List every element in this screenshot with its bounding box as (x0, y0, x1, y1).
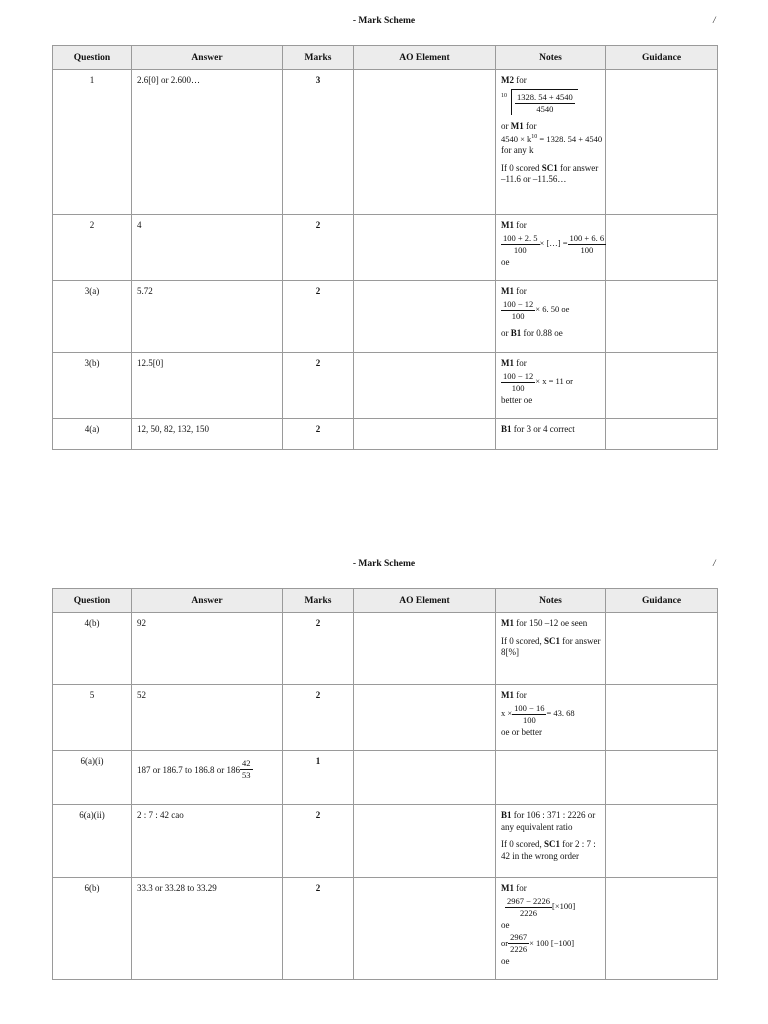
mark-scheme-table (52, 45, 718, 450)
question-cell: 4(b) (53, 613, 132, 685)
ao-element-cell (354, 751, 496, 805)
column-header-guidance: Guidance (606, 589, 718, 613)
column-header-notes: Notes (496, 46, 606, 70)
table-header-row (53, 46, 718, 70)
marks-cell: 2 (283, 281, 354, 353)
notes-cell (496, 751, 606, 805)
column-header-marks: Marks (283, 589, 354, 613)
answer-cell: 2 : 7 : 42 cao (132, 805, 283, 878)
ao-element-cell (354, 215, 496, 281)
tenth-root-expression: 10 $\frac{1328. 54 + 4540}{4540}$ (501, 89, 578, 115)
notes-cell: B1 for 3 or 4 correct (496, 419, 606, 450)
table-row (53, 353, 718, 419)
ao-element-cell (354, 70, 496, 215)
question-cell: 3(a) (53, 281, 132, 353)
column-header-ao-element: AO Element (354, 589, 496, 613)
ao-element-cell (354, 878, 496, 980)
table-row (53, 613, 718, 685)
ao-element-cell (354, 805, 496, 878)
guidance-cell (606, 281, 718, 353)
mark-scheme-table (52, 588, 718, 980)
notes-cell: M1 for 150 –12 oe seen If 0 scored, SC1 for answer 8[%] (496, 613, 606, 685)
table-row (53, 70, 718, 215)
answer-cell: 12, 50, 82, 132, 150 (132, 419, 283, 450)
ao-element-cell (354, 281, 496, 353)
page-title: - Mark Scheme (352, 16, 416, 26)
column-header-notes: Notes (496, 589, 606, 613)
notes-cell: M1 for x × $\frac{100 - 16}{100}$ = 43. 68 oe or better (496, 685, 606, 751)
page-number: / (713, 559, 716, 569)
answer-cell: 52 (132, 685, 283, 751)
page-title: - Mark Scheme (352, 559, 416, 569)
table-row (53, 805, 718, 878)
question-cell: 6(b) (53, 878, 132, 980)
guidance-cell (606, 685, 718, 751)
guidance-cell (606, 878, 718, 980)
question-cell: 6(a)(ii) (53, 805, 132, 878)
column-header-guidance: Guidance (606, 46, 718, 70)
marks-cell: 2 (283, 878, 354, 980)
question-cell: 1 (53, 70, 132, 215)
column-header-question: Question (53, 589, 132, 613)
table-row (53, 751, 718, 805)
answer-cell: 4 (132, 215, 283, 281)
notes-cell: M2 for 10 $\frac{1328. 54 + 4540}{4540}$ or M1 for $4540 \times k^{10} = 1328$. 54 + 4540 for any k If 0 scored SC1 for answer –11.6 or –11.56… (496, 70, 606, 215)
marks-cell: 1 (283, 751, 354, 805)
guidance-cell (606, 215, 718, 281)
table-row (53, 281, 718, 353)
ao-element-cell (354, 685, 496, 751)
marks-cell: 2 (283, 215, 354, 281)
guidance-cell (606, 419, 718, 450)
page-number: / (713, 16, 716, 26)
column-header-ao-element: AO Element (354, 46, 496, 70)
marks-cell: 2 (283, 805, 354, 878)
answer-cell: 12.5[0] (132, 353, 283, 419)
answer-cell: 5.72 (132, 281, 283, 353)
answer-cell: 187 or 186.7 to 186.8 or 186 $\frac{42}{53}$ (132, 751, 283, 805)
question-cell: 3(b) (53, 353, 132, 419)
ao-element-cell (354, 419, 496, 450)
notes-cell: M1 for $\frac{100 - 12}{100}$ × x = 11 or better oe (496, 353, 606, 419)
table-row (53, 215, 718, 281)
answer-cell: 92 (132, 613, 283, 685)
table-row (53, 419, 718, 450)
marks-cell: 3 (283, 70, 354, 215)
table-row (53, 685, 718, 751)
question-cell: 2 (53, 215, 132, 281)
question-cell: 5 (53, 685, 132, 751)
marks-cell: 2 (283, 685, 354, 751)
guidance-cell (606, 353, 718, 419)
answer-cell: 2.6[0] or 2.600… (132, 70, 283, 215)
column-header-answer: Answer (132, 589, 283, 613)
marks-cell: 2 (283, 353, 354, 419)
column-header-question: Question (53, 46, 132, 70)
marks-cell: 2 (283, 613, 354, 685)
column-header-answer: Answer (132, 46, 283, 70)
notes-cell: M1 for $\frac{2967 - 2226}{2226}$ [×100] oe or $\frac{2967}{2226}$ × 100 [−100] oe (496, 878, 606, 980)
question-cell: 4(a) (53, 419, 132, 450)
notes-cell: M1 for $\frac{100 + 2. 5}{100}$ × […] = $\frac{100 + 6. 6}{100}$ oe (496, 215, 606, 281)
guidance-cell (606, 613, 718, 685)
column-header-marks: Marks (283, 46, 354, 70)
guidance-cell (606, 751, 718, 805)
guidance-cell (606, 70, 718, 215)
answer-cell: 33.3 or 33.28 to 33.29 (132, 878, 283, 980)
notes-cell: B1 for 106 : 371 : 2226 or any equivalent ratio If 0 scored, SC1 for 2 : 7 : 42 in the wrong order (496, 805, 606, 878)
marks-cell: 2 (283, 419, 354, 450)
ao-element-cell (354, 353, 496, 419)
table-header-row (53, 589, 718, 613)
question-cell: 6(a)(i) (53, 751, 132, 805)
ao-element-cell (354, 613, 496, 685)
guidance-cell (606, 805, 718, 878)
table-row (53, 878, 718, 980)
notes-cell: M1 for $\frac{100 - 12}{100}$ × 6. 50 oe or B1 for 0.88 oe (496, 281, 606, 353)
